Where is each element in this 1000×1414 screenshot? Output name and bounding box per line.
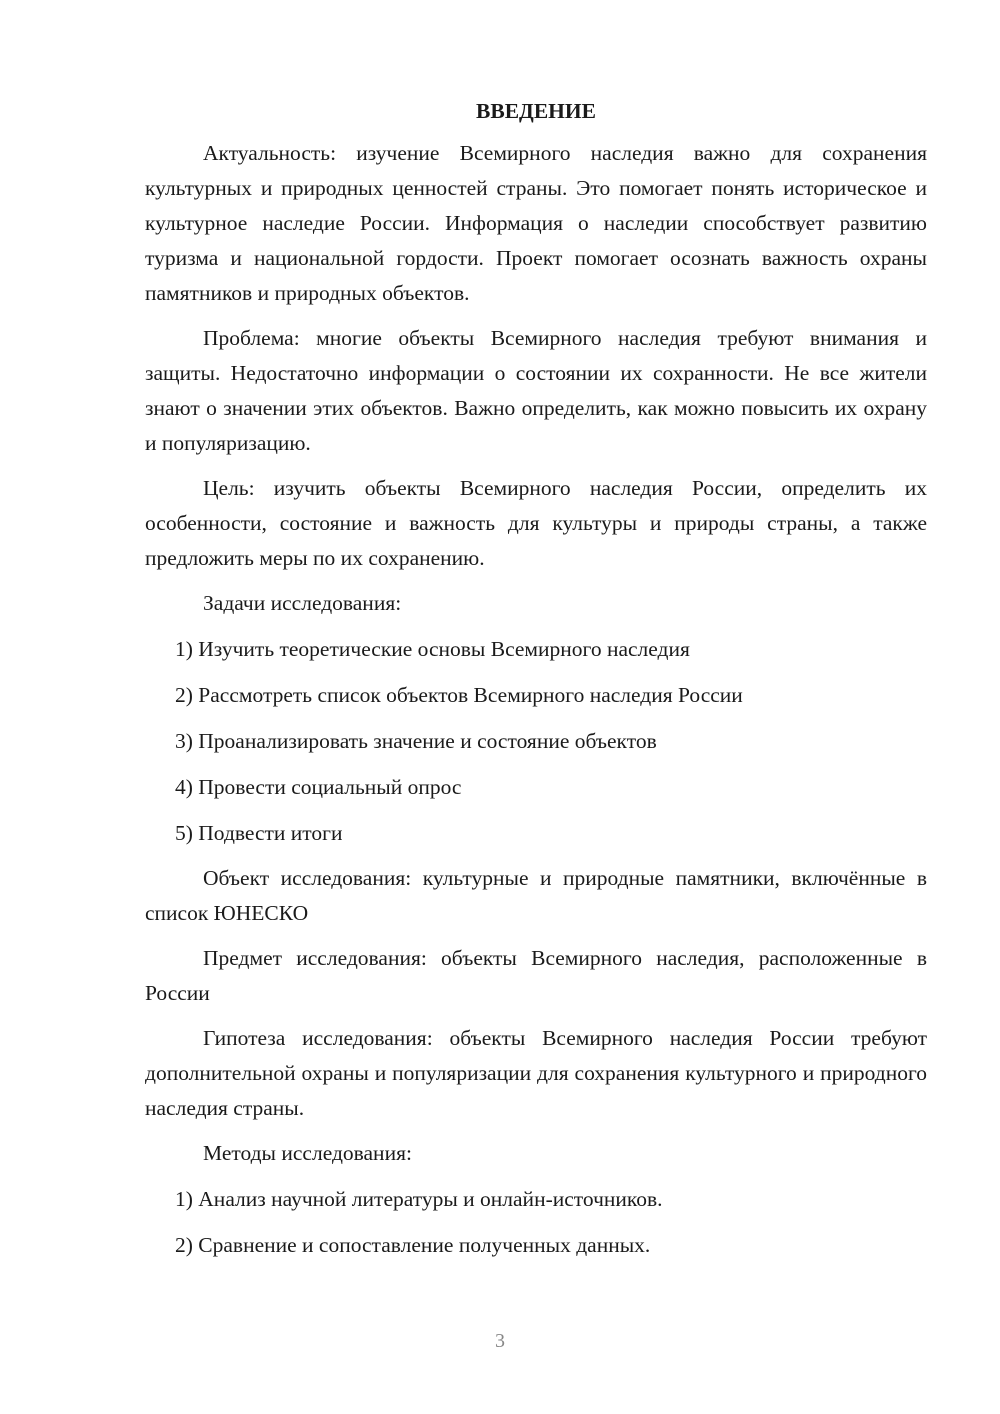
- relevance-paragraph: Актуальность: изучение Всемирного наследия важно для сохранения культурных и природных ценностей страны. Это помогает понять историческое и культурное наследие России. Информация о наследии способствует развитию туризма и национальной гордости. Проект помогает осознать важность охраны памятников и природных объектов.: [145, 141, 927, 305]
- page-number: 3: [495, 1330, 505, 1352]
- list-item: 2) Рассмотреть список объектов Всемирного наследия России: [175, 683, 743, 707]
- list-item: 4) Провести социальный опрос: [175, 775, 462, 799]
- list-item: 2) Сравнение и сопоставление полученных данных.: [175, 1233, 651, 1257]
- hypothesis-paragraph: Гипотеза исследования: объекты Всемирного наследия России требуют дополнительной охраны и популяризации для сохранения культурного и природного наследия страны.: [145, 1026, 927, 1120]
- subject-paragraph: Предмет исследования: объекты Всемирного наследия, расположенные в России: [145, 946, 927, 1005]
- document-page: [145, 96, 927, 1273]
- list-item: 1) Анализ научной литературы и онлайн-источников.: [175, 1187, 663, 1211]
- tasks-heading: Задачи исследования:: [203, 591, 402, 615]
- methods-heading: Методы исследования:: [203, 1141, 412, 1165]
- section-title: ВВЕДЕНИЕ: [476, 99, 596, 123]
- list-item: 3) Проанализировать значение и состояние объектов: [175, 729, 657, 753]
- goal-paragraph: Цель: изучить объекты Всемирного наследия России, определить их особенности, состояние и важность для культуры и природы страны, а также предложить меры по их сохранению.: [145, 476, 927, 570]
- tasks-list: [145, 631, 927, 851]
- list-item: 1) Изучить теоретические основы Всемирного наследия: [175, 637, 690, 661]
- problem-paragraph: Проблема: многие объекты Всемирного наследия требуют внимания и защиты. Недостаточно информации о состоянии их сохранности. Не все жители знают о значении этих объектов. Важно определить, как можно повысить их охрану и популяризацию.: [145, 326, 927, 455]
- object-paragraph: Объект исследования: культурные и природные памятники, включённые в список ЮНЕСКО: [145, 866, 927, 925]
- methods-list: [145, 1181, 927, 1263]
- list-item: 5) Подвести итоги: [175, 821, 343, 845]
